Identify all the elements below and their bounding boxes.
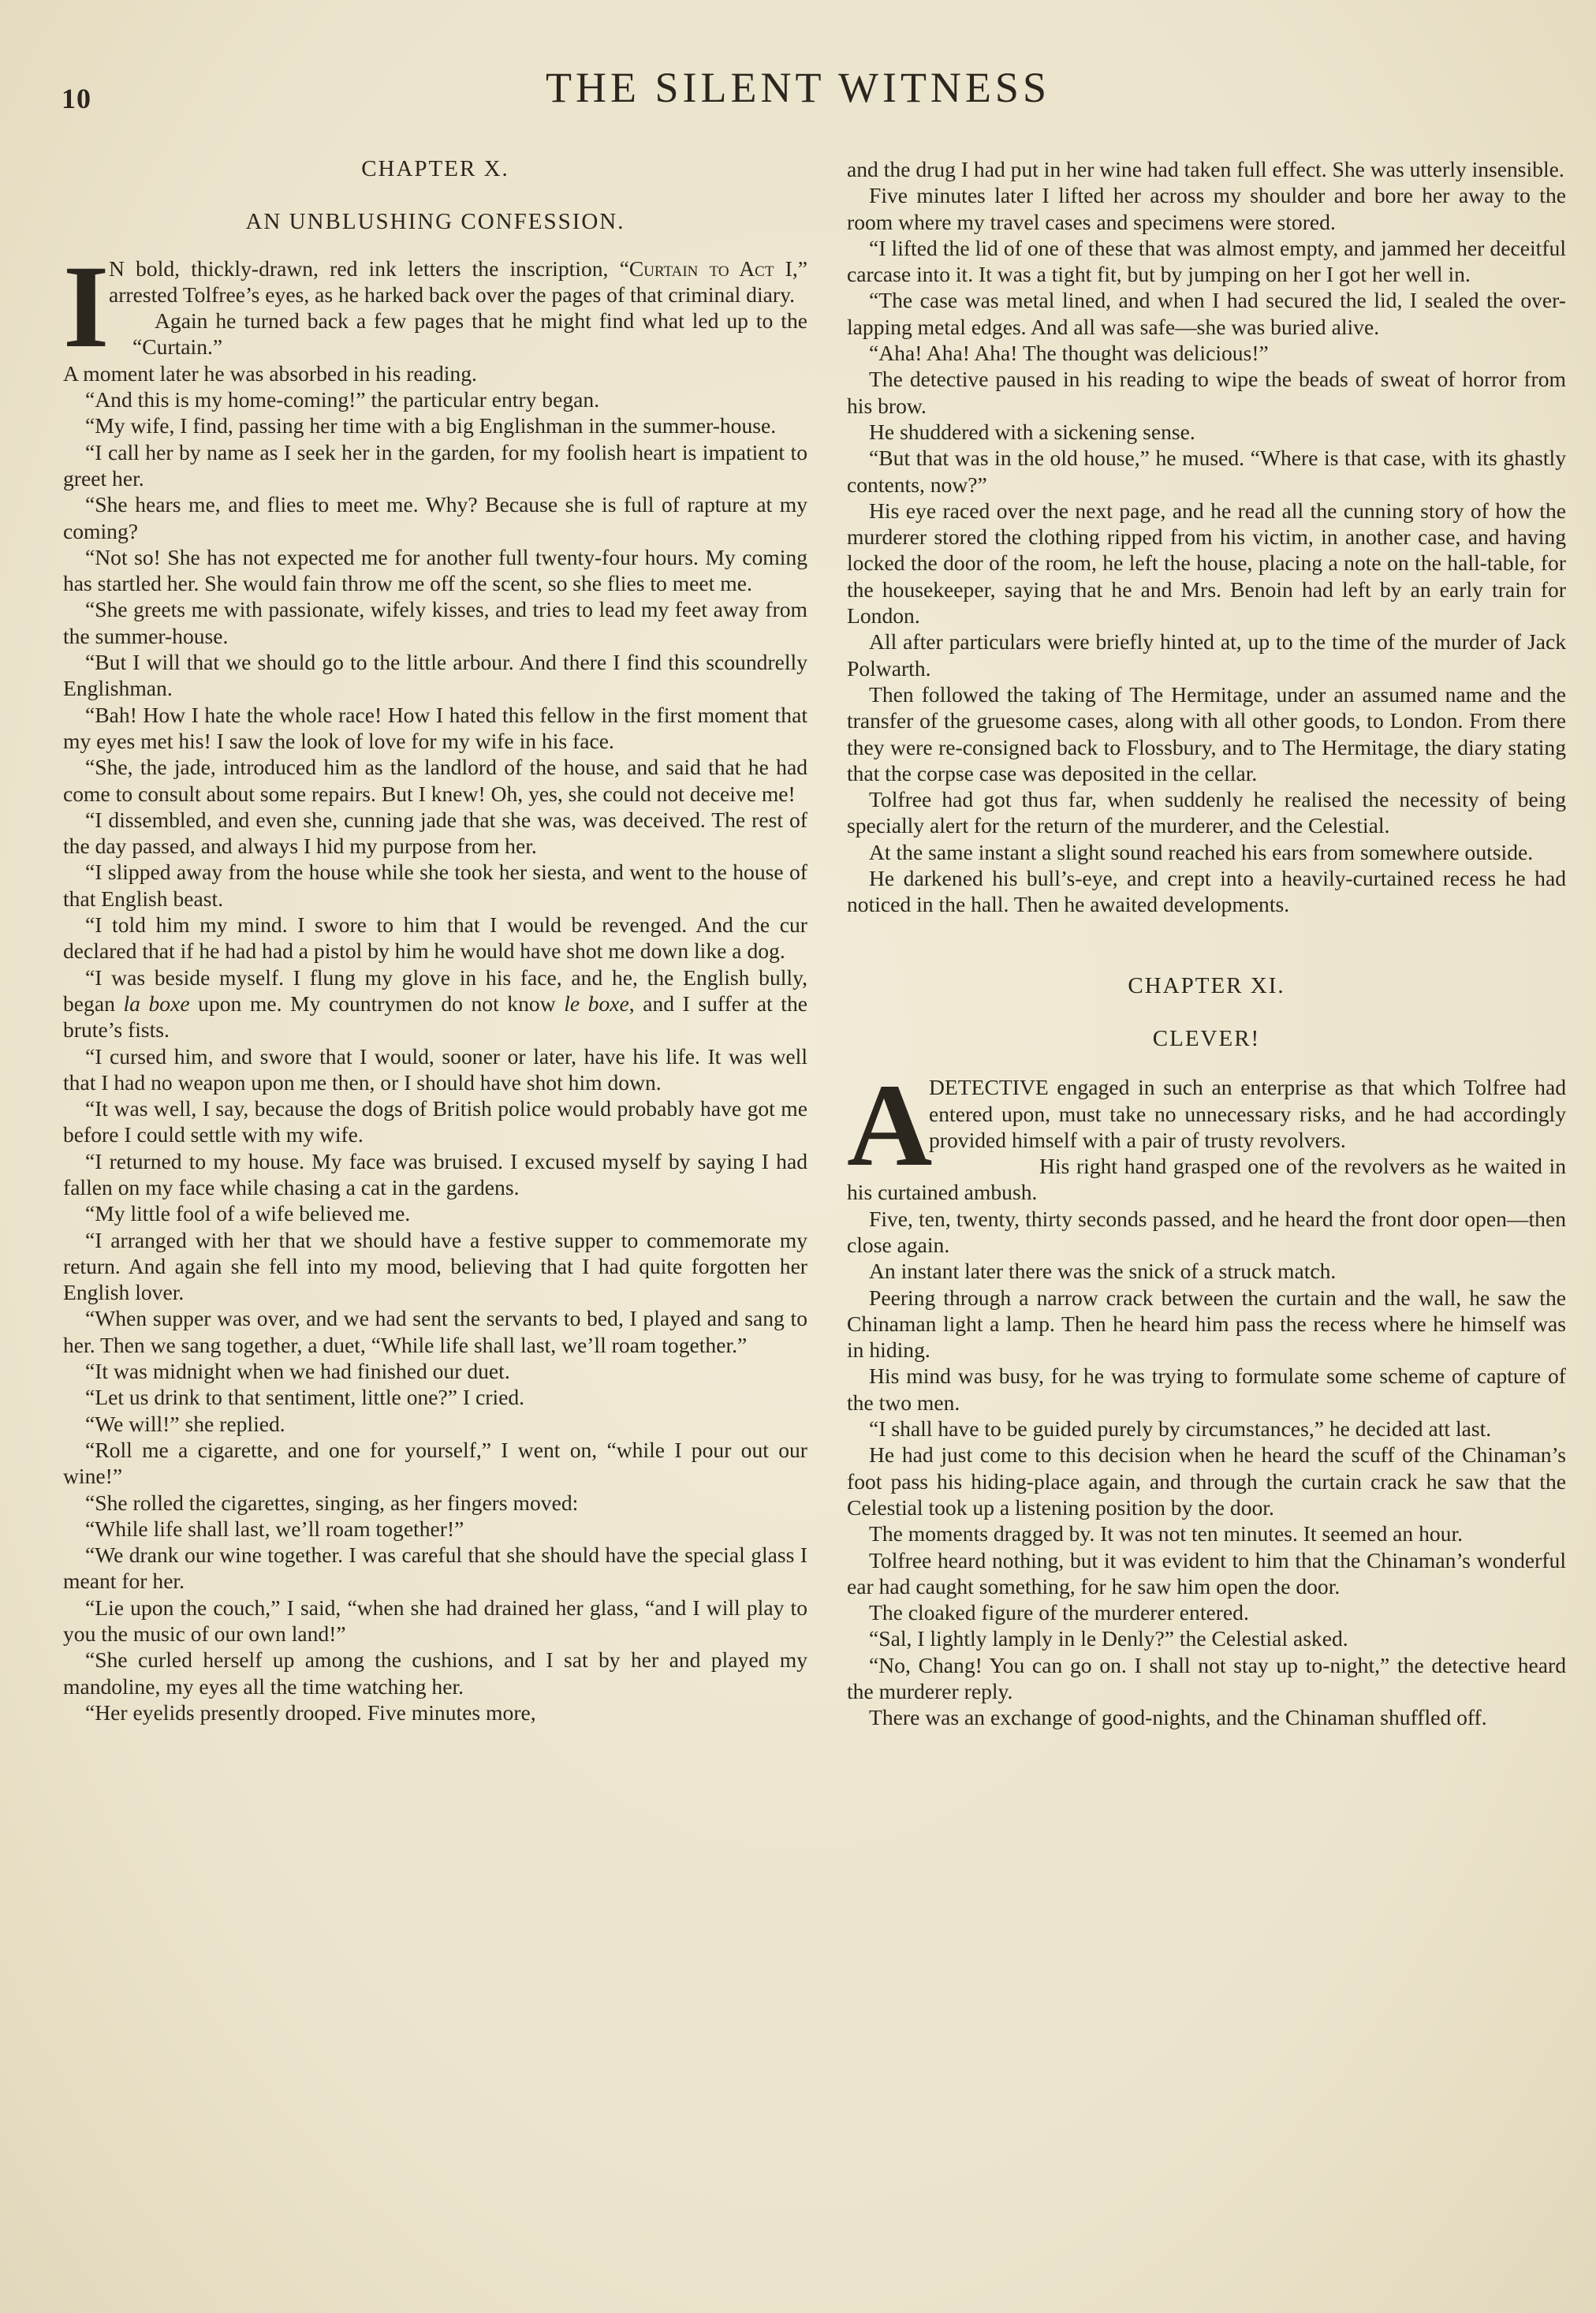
paragraph: Tolfree had got thus far, when suddenly he realised the necessity of being specially alert for the return of the murderer, and the Celestial. xyxy=(847,787,1566,838)
paragraph: “My wife, I find, passing her time with a big Englishman in the summer-house. xyxy=(85,413,777,438)
paragraph: “I arranged with her that we should have a festive supper to commemorate my return. And again she fell into my mood, believing that I had quite forgotten her English lover. xyxy=(63,1227,807,1305)
paragraph-boxe xyxy=(63,964,807,1043)
paragraph: “It was well, I say, because the dogs of British police would probably have got me before I could settle with my wife. xyxy=(63,1096,807,1147)
paragraph: “She, the jade, introduced him as the landlord of the house, and said that he had come to consult about some repairs. But I knew! Oh, yes, she could not deceive me! xyxy=(63,755,807,806)
paragraph: “But I will that we should go to the little arbour. And there I find this scoundrelly Englishman. xyxy=(63,650,807,701)
paragraph: “Sal, I lightly lamply in le Denly?” the Celestial asked. xyxy=(869,1626,1348,1651)
chapter-x-title: AN UNBLUSHING CONFESSION. xyxy=(245,209,625,235)
paragraph: “We drank our wine together. I was careful that she should have the special glass I meant for her. xyxy=(63,1543,807,1594)
paragraph: Five minutes later I lifted her across my shoulder and bore her away to the room where my travel cases and specimens were stored. xyxy=(847,183,1566,234)
paragraph: “I shall have to be guided purely by circumstances,” he decided att last. xyxy=(869,1416,1492,1442)
paragraph: His right hand grasped one of the revolvers as he waited in his curtained ambush. xyxy=(847,1154,1566,1205)
paragraph: All after particulars were briefly hinted at, up to the time of the murder of Jack Polwarth. xyxy=(847,629,1566,681)
paragraph: “While life shall last, we’ll roam together!” xyxy=(85,1516,464,1541)
chapter-xi-title: CLEVER! xyxy=(1152,1025,1261,1051)
dropcap-letter-i: I xyxy=(63,241,110,372)
paragraph: “Roll me a cigarette, and one for yourself,” I went on, “while I pour out our wine!” xyxy=(63,1437,807,1489)
running-head: THE SILENT WITNESS xyxy=(546,64,1050,111)
paragraph: There was an exchange of good-nights, and the Chinaman shuffled off. xyxy=(869,1705,1487,1730)
chapter-xi-number: CHAPTER XI. xyxy=(1128,972,1285,998)
paragraph: “She hears me, and flies to meet me. Why? Because she is full of rapture at my coming? xyxy=(63,492,807,543)
page-number: 10 xyxy=(62,83,91,114)
paragraph: “She greets me with passionate, wifely kisses, and tries to lead my feet away from the summer-house. xyxy=(63,597,807,648)
paragraph: He shuddered with a sickening sense. xyxy=(869,419,1195,444)
paragraph: Again he turned back a few pages that he might find what led up to the “Curtain.” xyxy=(132,308,807,360)
paragraph: “I cursed him, and swore that I would, sooner or later, have his life. It was well that I had no weapon upon me then, or I should have shot him down. xyxy=(63,1043,807,1095)
paragraph: At the same instant a slight sound reached his ears from somewhere outside. xyxy=(869,839,1534,864)
paragraph: “I slipped away from the house while she took her siesta, and went to the house of that English beast. xyxy=(63,860,807,911)
paragraph: “Aha! Aha! Aha! The thought was delicious!” xyxy=(869,341,1269,366)
paragraph: “And this is my home-coming!” the particular entry began. xyxy=(85,387,600,412)
dropcap-letter-a: A xyxy=(847,1060,933,1192)
paragraph: “Not so! She has not expected me for another full twenty-four hours. My coming has startled her. She would fain throw me off the scent, so she flies to meet me. xyxy=(63,544,807,596)
right-column xyxy=(847,156,1566,1731)
continued-paragraph: and the drug I had put in her wine had taken full effect. She was utterly insensible. xyxy=(847,157,1564,181)
chapter-x-number: CHAPTER X. xyxy=(361,156,509,181)
paragraph: “I call her by name as I seek her in the garden, for my foolish heart is impatient to greet her. xyxy=(63,439,807,491)
paragraph: An instant later there was the snick of a struck match. xyxy=(869,1259,1337,1284)
opening-text-after: ,” arrested Tolfree’s eyes, as he harked back over the pages of that criminal diary. xyxy=(109,256,807,307)
paragraph: “The case was metal lined, and when I had secured the lid, I sealed the over-lapping metal edges. And all was safe—she was buried alive. xyxy=(847,288,1566,339)
paragraph: Peering through a narrow crack between the curtain and the wall, he saw the Chinaman light a lamp. Then he heard him pass the recess where he himself was in hiding. xyxy=(847,1285,1566,1363)
paragraph: “But that was in the old house,” he mused. “Where is that case, with its ghastly contents, now?” xyxy=(847,446,1566,497)
paragraph: “She curled herself up among the cushions, and I sat by her and played my mandoline, my eyes all the time watching her. xyxy=(63,1647,807,1699)
paragraph: His eye raced over the next page, and he read all the cunning story of how the murderer stored the clothing ripped from his victim, in another case, and having locked the door of the room, he left the house, placing a note on the hall-table, for the housekeeper, saying that he and Mrs. Benoin had left by an early train for London. xyxy=(847,498,1566,629)
boxe-italic-1: la boxe xyxy=(123,990,190,1016)
paragraph: “No, Chang! You can go on. I shall not stay up to-night,” the detective heard the murderer reply. xyxy=(847,1652,1566,1704)
paragraph: He darkened his bull’s-eye, and crept into a heavily-curtained recess he had noticed in the hall. Then he awaited developments. xyxy=(847,866,1566,917)
paragraph: “Let us drink to that sentiment, little one?” I cried. xyxy=(85,1385,525,1410)
left-column xyxy=(63,156,807,1725)
paragraph: “My little fool of a wife believed me. xyxy=(85,1201,411,1226)
paragraph: “It was midnight when we had finished our duet. xyxy=(85,1359,510,1384)
paragraph: “Her eyelids presently drooped. Five minutes more, xyxy=(85,1699,536,1725)
paragraph: “I told him my mind. I swore to him that I would be revenged. And the cur declared that if he had had a pistol by him he would have shot me down like a dog. xyxy=(63,912,807,964)
paragraph: “I dissembled, and even she, cunning jade that she was, was deceived. The rest of the day passed, and always I hid my purpose from her. xyxy=(63,807,807,859)
paragraph: A moment later he was absorbed in his reading. xyxy=(63,360,477,386)
paragraph: “I returned to my house. My face was bruised. I excused myself by saying I had fallen on my face while chasing a cat in the gardens. xyxy=(63,1148,807,1199)
opening-text: N bold, thickly-drawn, red ink letters the inscription, “ xyxy=(109,256,629,281)
boxe-italic-2: le boxe xyxy=(564,990,629,1016)
paragraph: “When supper was over, and we had sent the servants to bed, I played and sang to her. Then we sang together, a duet, “While life shall last, we’ll roam together.” xyxy=(63,1306,807,1357)
paragraph: The cloaked figure of the murderer entered. xyxy=(869,1600,1249,1625)
paragraph: “Bah! How I hate the whole race! How I hated this fellow in the first moment that my eyes met his! I saw the look of love for my wife in his face. xyxy=(63,702,807,753)
paragraph: “I lifted the lid of one of these that was almost empty, and jammed her deceitful carcase into it. It was a tight fit, but by jumping on her I got her well in. xyxy=(847,235,1566,287)
boxe-text-3: , and I suffer at the brute’s fists. xyxy=(63,990,807,1043)
paragraph: The moments dragged by. It was not ten minutes. It seemed an hour. xyxy=(869,1521,1464,1546)
opening-smallcaps: Curtain to Act I xyxy=(628,256,792,281)
paragraph: Tolfree heard nothing, but it was evident to him that the Chinaman’s wonderful ear had caught something, for he saw him open the door. xyxy=(847,1547,1566,1599)
paragraph: “We will!” she replied. xyxy=(85,1411,285,1436)
paragraph: Then followed the taking of The Hermitage, under an assumed name and the transfer of the gruesome cases, along with all other goods, to London. From there they were re-consigned back to Flossbury, and to The Hermitage, the diary stating that the corpse case was deposited in the cellar. xyxy=(847,681,1566,785)
paragraph: “Lie upon the couch,” I said, “when she had drained her glass, “and I will play to you the music of our own land!” xyxy=(63,1595,807,1647)
paragraph: The detective paused in his reading to wipe the beads of sweat of horror from his brow. xyxy=(847,367,1566,418)
paragraph: “She rolled the cigarettes, singing, as her fingers moved: xyxy=(85,1490,579,1515)
boxe-text-1: “I was beside myself. I flung my glove in his face, and he, the English bully, began xyxy=(63,964,807,1016)
paragraph: Five, ten, twenty, thirty seconds passed, and he heard the front door open—then close again. xyxy=(847,1206,1566,1257)
boxe-text-2: upon me. My countrymen do not know xyxy=(189,990,565,1016)
paragraph: He had just come to this decision when he heard the scuff of the Chinaman’s foot pass his hiding-place again, and through the curtain crack he saw that the Celestial took up a listening position by the door. xyxy=(847,1442,1566,1520)
paragraph: His mind was busy, for he was trying to formulate some scheme of capture of the two men. xyxy=(847,1364,1566,1415)
opening-text: DETECTIVE engaged in such an enterprise as that which Tolfree had entered upon, must take no unnecessary risks, and he had accordingly provided himself with a pair of trusty revolvers. xyxy=(929,1075,1566,1152)
